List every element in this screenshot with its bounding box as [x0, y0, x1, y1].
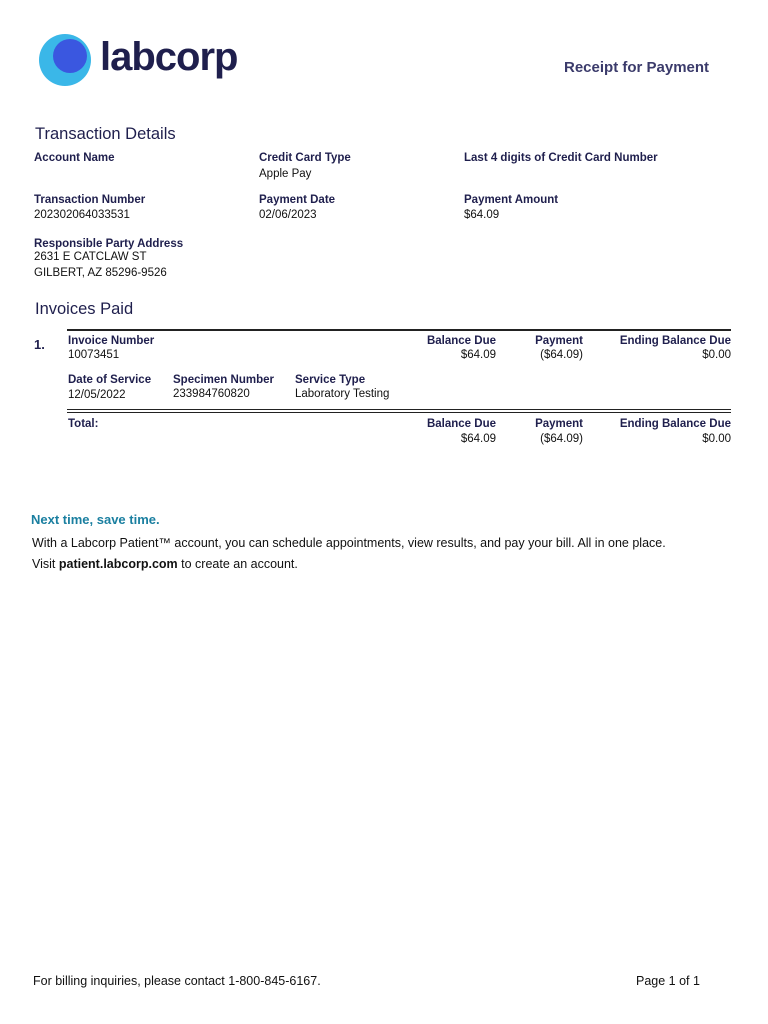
transaction-number-label: Transaction Number — [34, 194, 146, 206]
promo-visit-prefix: Visit — [32, 557, 59, 571]
total-balance-due-value: $64.09 — [460, 433, 496, 445]
total-double-rule-bottom — [67, 412, 731, 413]
ending-balance-value: $0.00 — [702, 349, 731, 361]
transaction-details-heading: Transaction Details — [35, 125, 176, 143]
account-name-label: Account Name — [34, 152, 115, 164]
invoices-heading: Invoices Paid — [35, 300, 134, 318]
last4-label: Last 4 digits of Credit Card Number — [464, 152, 658, 164]
page-number: Page 1 of 1 — [636, 974, 700, 988]
total-payment-value: ($64.09) — [540, 433, 583, 445]
balance-due-value: $64.09 — [460, 349, 496, 361]
invoice-number-label: Invoice Number — [68, 335, 155, 347]
total-balance-due-label: Balance Due — [426, 418, 496, 430]
total-double-rule-top — [67, 409, 731, 410]
promo-visit-suffix: to create an account. — [177, 557, 298, 571]
payment-amount-value: $64.09 — [464, 209, 500, 221]
total-label: Total: — [68, 418, 99, 430]
promo-heading: Next time, save time. — [31, 512, 160, 527]
labcorp-logo-icon — [39, 34, 91, 86]
service-type-value: Laboratory Testing — [295, 388, 390, 400]
payment-label: Payment — [535, 335, 583, 347]
specimen-number-label: Specimen Number — [173, 374, 274, 386]
promo-visit-line — [32, 557, 298, 571]
total-ending-balance-label: Ending Balance Due — [619, 418, 731, 430]
total-ending-balance-value: $0.00 — [702, 433, 731, 445]
invoice-top-rule — [67, 329, 731, 331]
invoice-number-value: 10073451 — [68, 349, 120, 361]
labcorp-logo-text: labcorp — [100, 35, 238, 79]
receipt-title: Receipt for Payment — [564, 59, 710, 76]
billing-inquiries: For billing inquiries, please contact 1-800-845-6167. — [33, 974, 321, 988]
transaction-number-value: 202302064033531 — [34, 209, 130, 221]
payment-value: ($64.09) — [540, 349, 583, 361]
credit-card-type-label: Credit Card Type — [259, 152, 351, 164]
invoice-index: 1. — [34, 337, 45, 352]
patient-portal-link[interactable]: patient.labcorp.com — [58, 557, 178, 571]
date-of-service-value: 12/05/2022 — [68, 389, 126, 401]
payment-amount-label: Payment Amount — [464, 194, 559, 206]
ending-balance-label: Ending Balance Due — [619, 335, 731, 347]
specimen-number-value: 233984760820 — [173, 388, 250, 400]
address-line2: GILBERT, AZ 85296-9526 — [34, 267, 167, 279]
date-of-service-label: Date of Service — [68, 374, 152, 386]
payment-date-value: 02/06/2023 — [259, 209, 317, 221]
balance-due-label: Balance Due — [426, 335, 496, 347]
address-line1: 2631 E CATCLAW ST — [34, 251, 147, 263]
promo-body: With a Labcorp Patient™ account, you can schedule appointments, view results, and pay your bill. All in one place. — [32, 536, 666, 550]
address-label: Responsible Party Address — [34, 238, 184, 250]
service-type-label: Service Type — [295, 374, 366, 386]
total-payment-label: Payment — [535, 418, 583, 430]
payment-date-label: Payment Date — [259, 194, 336, 206]
credit-card-type-value: Apple Pay — [259, 168, 312, 180]
